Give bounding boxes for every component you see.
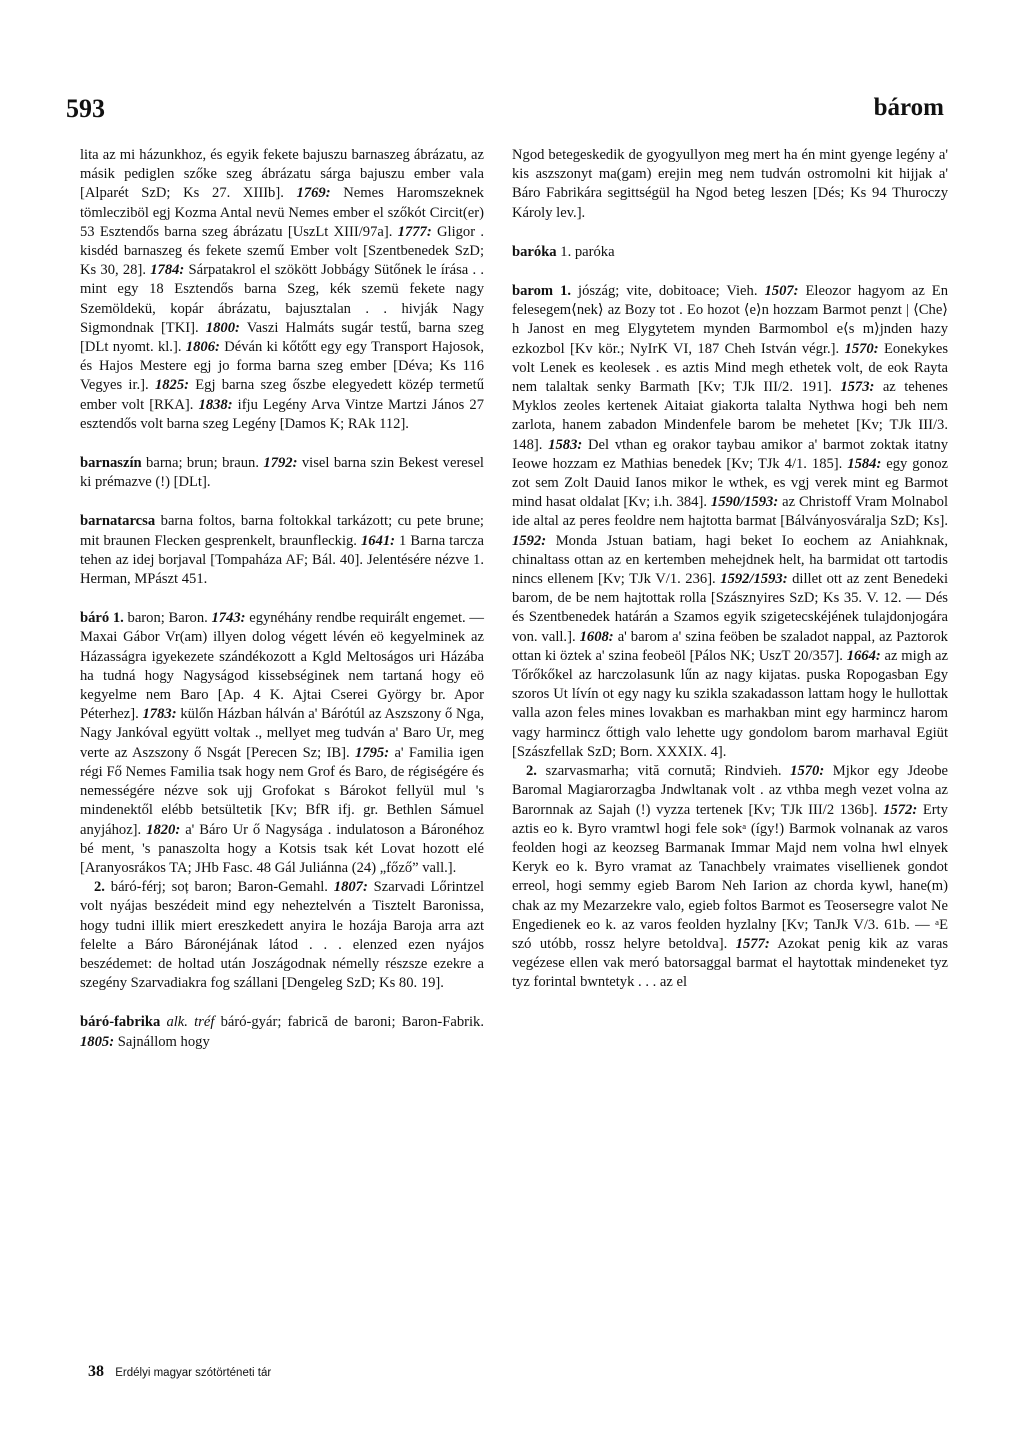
entry-barom <box>512 282 948 993</box>
text-segment: dillet ott az zent Benedeki barom, de be nem hajtottak rolla [Szásznyires SzD; Ks 35. V. 12. — Dés és Szentbenedek határán a Szamos egyik szigetecskéjének tulajdonjogára von. vall.]. <box>512 571 949 645</box>
text-segment: az tehenes Myklos zeoles kertenek Aitaiat giakorta talalta Nythwa hogi beh nem zarlota, hanem zabadon Mindenfele barom be mehetet [Kv; TJk III/3. 148]. <box>512 379 948 453</box>
headword: barom <box>512 283 554 300</box>
text-segment: baron; Baron. <box>127 610 208 627</box>
headword: barnatarcsa <box>80 513 156 530</box>
publication-title: Erdélyi magyar szótörténeti tár <box>115 1367 272 1379</box>
year-label: 1806: <box>185 339 220 356</box>
headword: barnaszín <box>80 455 142 472</box>
text-segment: Vaszi Halmáts sugár testű, barna szeg [DLt nyomt. kl.]. <box>80 319 484 356</box>
text-segment: ifju Legény Arva Vintze Martzi János 27 esztendős volt barna szeg Legény [Damos K; RAk 112]. <box>80 396 485 432</box>
text-segment: Ngod betegeskedik de gyogyullyon meg mert ha én mint gyenge legény a' kis aszszonyt ma(gam) erejin meg nem tudván ostromolni kit hijjak a' Báro Fabrikára segittségül ha Ngod beteg leszen [Dés; Ks 94 Thuroczy Károly lev.]. <box>512 147 948 221</box>
year-label: 1590/1593: <box>710 494 779 511</box>
text-segment: Szarvadi Lőrintzel volt nyájas beszédeit mind egy neheztelvén a Tisztelt Baronissa, hogy tudni illik miert ereszkedett anyira le hozája Baroja arra azt felelte a Báro Báronéjának látod . . . elenzed ezen nyájos beszédemet: de holtad után Joszágodnak némelly részsze ezekre a szegény Szarvadiakra fog szállani [Dengeleg SzD; Ks 80. 19]. <box>80 879 485 992</box>
text-segment: a' Báro Ur ő Nagysága . indulatoson a Báronéhoz bé ment, 's panaszolta hogy a Kotsis tsak két Lovat hozott elé [Aranyosrákos TA; JHb Fasc. 48 Gál Juliánna (24) „főző” vall.]. <box>80 821 485 876</box>
running-head: bárom <box>873 94 944 121</box>
year-label: 1507: <box>764 283 799 300</box>
text-segment: az Christoff Vram Molnabol ide altal az peres feoldre nem hajtotta barmat [Bálványosváralja SzD; Ks]. <box>512 494 949 530</box>
entry-text <box>512 146 948 223</box>
year-label: 1795: <box>355 744 390 761</box>
entry-baroka <box>512 243 948 262</box>
text-segment: Gligor . kisdéd barnaszeg és fekete szemű Ember volt [Szentbenedek SzD; Ks 30, 28]. <box>80 223 484 279</box>
sense-number: 2. <box>94 879 105 896</box>
page-footer <box>88 1363 271 1381</box>
year-label: 1769: <box>296 185 331 202</box>
year-label: 1570: <box>844 340 879 357</box>
text-segment: szarvasmarha; vită cornută; Rindvieh. <box>545 763 782 780</box>
entry-text <box>80 512 484 589</box>
text-segment: Sárpatakrol el szökött Jobbágy Sütőnek le írása . . mint egy 18 Esztendős barna Szeg, kék szemü fekete nagy Szemöldekü, kopár ábrázatu, bajusztalan . . hivják Nagy Sigmondnak [TKI]. <box>80 262 484 336</box>
year-label: 1807: <box>333 879 368 896</box>
entry-barnatarcsa <box>80 512 484 589</box>
year-label: 1641: <box>360 532 396 549</box>
text-segment: külőn Házban hálván a' Bárótúl az Aszszony ő Nga, Nagy Jankóval együtt voltak ., mellyet meg tudván a' Baro Ur, meg verte az Aszszony ő Nsgát [Perecen Sz; IB]. <box>80 706 484 761</box>
headword: baróka <box>512 243 557 260</box>
headword: báró <box>80 610 110 627</box>
year-label: 1572: <box>883 801 918 818</box>
entry-text <box>512 762 948 992</box>
sense-number: 1. <box>560 283 572 300</box>
text-segment: Eonekykes volt Lenek es keolesek . es aztis Mind megh ethetek volt, de eok Rayta nem talaltak senky Barmath [Kv; TJk III/2. 191]. <box>512 340 949 396</box>
entry-barnaszin <box>80 454 484 492</box>
text-segment: lita az mi házunkhoz, és egyik fekete bajuszu barnaszeg ábrázatu, az másik pediglen szőke szeg ábrázatu sárga bajuszu ember vala [Alparét SzD; Ks 27. XIIIb]. <box>80 147 484 202</box>
text-segment: 1 Barna tarcza tehen az idej borjaval [Tompaháza AF; Bál. 40]. Jelentésére nézve 1. Herman, MPászt 451. <box>80 532 484 588</box>
year-label: 1592/1593: <box>720 571 788 588</box>
right-column <box>512 146 948 1013</box>
text-segment: Azokat penig kik az varas vegézese ellen vak meró batorsaggal barmat el haytottak mindeneket tyz tyz forintal bwntetyk . . . az el <box>512 935 948 991</box>
year-label: 1608: <box>579 628 614 645</box>
text-segment: egy gonoz zot sem Zolt Dauid Ianos mikor le wthek, es vgj verek mint eg Barmot mind hasat oldalat [Kv; i.h. 384]. <box>512 455 948 511</box>
usage-label: tréf <box>194 1014 215 1031</box>
entry-text <box>80 1013 484 1051</box>
year-label: 1592: <box>512 532 547 549</box>
year-label: 1573: <box>840 379 875 396</box>
entry-text <box>80 609 484 878</box>
year-label: 1664: <box>846 647 881 664</box>
text-segment: visel barna szin Bekest veresel ki prémazve (!) [DLt]. <box>80 455 484 491</box>
sheet-number: 38 <box>88 1363 104 1380</box>
text-segment: Del vthan eg orakor taybau amikor a' barmot zoktak itatny Ieowe hozzam ez Mathias benedek [Kv; TJk 4/1. 185]. <box>512 436 948 472</box>
year-label: 1577: <box>735 935 770 952</box>
year-label: 1584: <box>847 455 882 472</box>
text-segment: Monda Jstuan batiam, hagi beket Io eochem az Aniahknak, chinaltass ottan az en kertemben mehejdnek helt, ha barmidat ott tartodis nincs ellenem [Kv; TJk V/1. 236]. <box>512 532 948 588</box>
usage-label: alk. <box>166 1014 188 1031</box>
year-label: 1777: <box>397 223 432 240</box>
entry-text <box>80 146 484 434</box>
text-segment: Déván ki kőtőtt egy egy Transport Hajosok, és Hajos Mestere egj jo forma barna szeg ember [Déva; Ks 116 Vegyes ir.]. <box>80 339 484 394</box>
text-segment: egynéhány rendbe requirált engemet. — Maxai Gábor Vr(am) illyen dolog végett lévén eö kegyelminek az Házasságra igyekezete szándékozott a Kgld Meltoságos uri Házába ha tudná hogy Nagyságod kissebséginek nem tartaná hogy eö kegyelme nem Baro [Ap. 4 K. Ajtai Cserei György br. Apor Péterhez]. <box>80 610 484 723</box>
text-segment: Mjkor egy Jdeobe Baromal Magiarorzagba Jndwltanak volt . az vthba megh vezet volna az Barornnak az Sajah (!) vyzza tertenek [Kv; TJk III/2 136b]. <box>512 763 948 818</box>
year-label: 1783: <box>142 706 177 723</box>
year-label: 1792: <box>263 455 298 472</box>
year-label: 1583: <box>548 436 583 453</box>
year-label: 1743: <box>211 610 246 627</box>
page-number: 593 <box>66 94 105 123</box>
entry-text <box>80 878 484 993</box>
year-label: 1820: <box>146 821 181 838</box>
entry-baro-fabrika <box>80 1013 484 1051</box>
year-label: 1784: <box>150 262 185 279</box>
entry-baro-fabrika-continued <box>512 146 948 223</box>
text-segment: a' Familia igen régi Fő Nemes Familia tsak hogy nem Grof és Baro, de régiségére és nemességére nézve sok ujj Grofokat s Bárokot fellyül mul 's mindenektől elébb betsültetik [Kv; BfR ifj. gr. Bethlen Sámuel anyjához]. <box>80 744 484 838</box>
text-segment: Erty aztis eo k. Byro vramtwl hogi fele sokᵃ (így!) Barmok volnanak az varos feolden hogi az keozseg Barmanak Immar Majd nem volna hwl elnyek Keryk eo k. Byro vramat az Tanachbely vraimates visellienek gondot erreol, hogi semmy egieb Barom Neh Iarion az chorda kywl, hane(m) chak az my Mezarzekre valo, egieb foltos Barmot es Teosersegre valot Ne Engedienek eo k. az varos feolden hyzlalny [Kv; TanJk V/3. 61b. — ᵃE szó utóbb, rossz helyre betoldva]. <box>512 801 948 952</box>
text-segment: jószág; vite, dobitoace; Vieh. <box>578 283 758 300</box>
entry-text <box>512 243 948 262</box>
text-segment: báró-férj; soț baron; Baron-Gemahl. <box>110 879 328 896</box>
year-label: 1838: <box>198 396 233 413</box>
text-segment: a' barom a' szina feöben be szaladot nappal, az Paztorok ottan ki öztek a' szina feobeöl [Pálos NK; UszT 20/357]. <box>512 628 948 664</box>
text-segment: 1. paróka <box>560 243 615 260</box>
text-segment: báró-gyár; fabrică de baroni; Baron-Fabrik. <box>220 1014 484 1031</box>
text-segment: Nemes Haromszeknek tömlecziböl egj Kozma Antal nevü Nemes ember el szőkót Circit(er) 53 Esztendős barna szeg ábrázatu [UszLt XIII/97a]. <box>80 185 484 240</box>
entry-text <box>512 282 948 762</box>
year-label: 1825: <box>154 377 189 394</box>
left-column <box>80 146 484 1072</box>
text-segment: Eleozor hagyom az En felesegem⟨nek⟩ az Bozy tot . Eo hozot ⟨e⟩n hozzam Barmot penzt | ⟨Che⟩h Janost en meg Elygytetem mynden Barmombol e⟨s m⟩jnden hazy ezkozbol [Kv kör.; NyIrK VI, 187 Cheh István végr.]. <box>512 283 949 357</box>
year-label: 1805: <box>80 1033 115 1050</box>
sense-number: 1. <box>112 610 124 627</box>
year-label: 1570: <box>790 763 825 780</box>
year-label: 1800: <box>205 319 240 336</box>
entry-text <box>80 454 484 492</box>
text-segment: barna foltos, barna foltokkal tarkázott; cu pete brune; mit braunen Flecken gesprenkelt, braunfleckig. <box>80 513 484 549</box>
text-segment: az migh az Tőrőkőkel az harczolasunk lűn az nagy kijatas. puska Ropogasban Egy szoros Ut lívín ot egy nagy ku szikla szakadasson lattam hogy le hullottak valla azon feles mines lovakban es marhakban mint egy harmincz harom vagy harmincz őttigh valo lehette ugy gondolom barom marhaval Egiüt [Szászfellak SzD; Born. XXXIX. 4]. <box>512 647 948 760</box>
text-segment: Sajnállom hogy <box>117 1033 210 1050</box>
entry-baro <box>80 609 484 993</box>
entry-barnaszeg-continued <box>80 146 484 434</box>
sense-number: 2. <box>526 763 537 780</box>
text-segment: barna; brun; braun. <box>146 455 259 472</box>
text-segment: Egj barna szeg őszbe elegyedett közép termetű ember volt [RKA]. <box>80 377 484 413</box>
headword: báró-fabrika <box>80 1014 161 1031</box>
